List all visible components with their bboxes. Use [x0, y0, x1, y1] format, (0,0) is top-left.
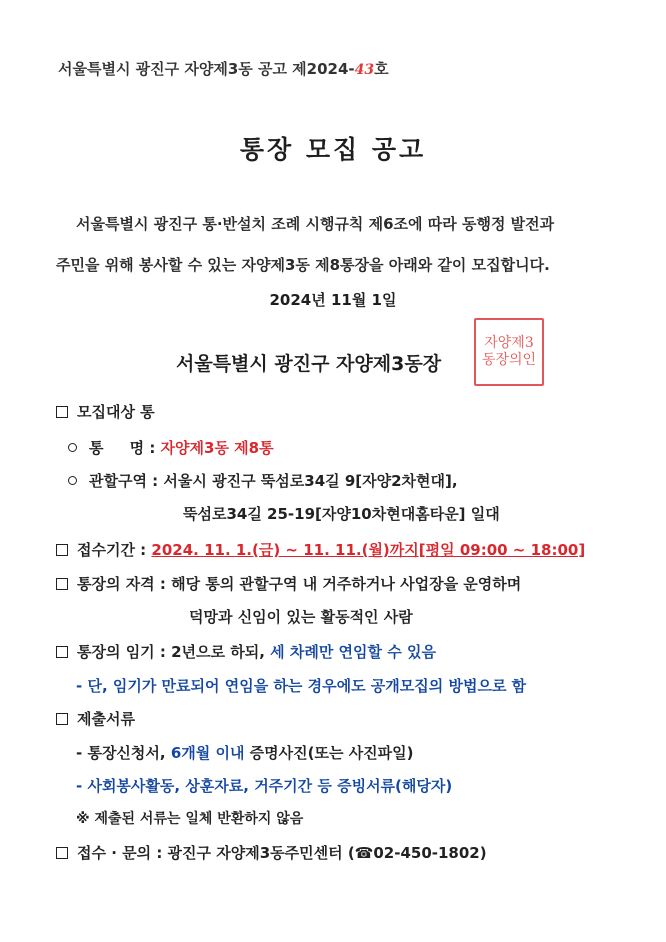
- checkbox-square-icon: [56, 406, 68, 418]
- period-section: 접수기간 : 2024. 11. 1.(금) ~ 11. 11.(월)까지[평일 09:00 ~ 18:00]: [56, 539, 585, 560]
- documents-item-1: - 통장신청서, 6개월 이내 증명사진(또는 사진파일): [76, 744, 414, 762]
- documents-section-heading: 제출서류: [56, 708, 135, 729]
- notice-suffix: 호: [374, 60, 389, 78]
- official-seal-stamp: [474, 318, 544, 386]
- area-value-1: 서울시 광진구 뚝섬로34길 9[자양2차현대],: [163, 472, 458, 490]
- intro-line-2: 주민을 위해 봉사할 수 있는 자양제3동 제8통장을 아래와 같이 모집합니다.: [56, 256, 550, 274]
- checkbox-square-icon: [56, 544, 68, 556]
- issuer-name: 서울특별시 광진구 자양제3동장: [176, 353, 442, 375]
- term-section: 통장의 임기 : 2년으로 하되, 세 차례만 연임할 수 있음: [56, 641, 436, 662]
- qualification-section: 통장의 자격 : 해당 통의 관할구역 내 거주하거나 사업장을 운영하며: [56, 573, 521, 594]
- qualification-value-1: 해당 통의 관할구역 내 거주하거나 사업장을 운영하며: [171, 575, 522, 593]
- tong-name-value: 자양제3동 제8통: [160, 439, 274, 457]
- contact-section: 접수 · 문의 : 광진구 자양제3동주민센터 (☎02-450-1802): [56, 842, 487, 863]
- term-note: - 단, 임기가 만료되어 연임을 하는 경우에도 공개모집의 방법으로 함: [76, 677, 527, 695]
- qualification-value-2: 덕망과 신임이 있는 활동적인 사람: [189, 608, 413, 626]
- notice-handwritten-number: 43: [354, 62, 375, 78]
- documents-note: ※ 제출된 서류는 일체 반환하지 않음: [76, 811, 304, 827]
- seal-text-2: 동장의인: [481, 352, 537, 368]
- checkbox-square-icon: [56, 713, 68, 725]
- recruit-area: 관할구역 : 서울시 광진구 뚝섬로34길 9[자양2차현대],: [68, 470, 458, 491]
- contact-value: 광진구 자양제3동주민센터 (☎02-450-1802): [167, 844, 487, 862]
- notice-number: [58, 58, 389, 79]
- notice-prefix: 서울특별시 광진구 자양제3동 공고 제2024-: [58, 60, 355, 78]
- page-title: 통장 모집 공고: [239, 135, 427, 164]
- announcement-date: 2024년 11월 1일: [269, 291, 397, 309]
- checkbox-square-icon: [56, 578, 68, 590]
- bullet-circle-icon: [68, 443, 77, 452]
- seal-text-1: 자양제3: [484, 335, 534, 351]
- checkbox-square-icon: [56, 646, 68, 658]
- documents-item-2: - 사회봉사활동, 상훈자료, 거주기간 등 증빙서류(해당자): [76, 777, 453, 795]
- term-highlight: 세 차례만 연임할 수 있음: [270, 643, 436, 661]
- bullet-circle-icon: [68, 476, 77, 485]
- checkbox-square-icon: [56, 847, 68, 859]
- intro-line-1: 서울특별시 광진구 통·반설치 조례 시행규칙 제6조에 따라 동행정 발전과: [76, 215, 555, 233]
- recruit-tong-name: 통 명 : 자양제3동 제8통: [68, 437, 274, 458]
- photo-period-highlight: 6개월 이내: [170, 744, 245, 762]
- area-value-2: 뚝섬로34길 25-19[자양10차현대홈타운] 일대: [183, 505, 500, 523]
- recruit-section-heading: 모집대상 통: [56, 401, 155, 422]
- period-value: 2024. 11. 1.(금) ~ 11. 11.(월)까지[평일 09:00 ~ 18:00]: [151, 541, 586, 559]
